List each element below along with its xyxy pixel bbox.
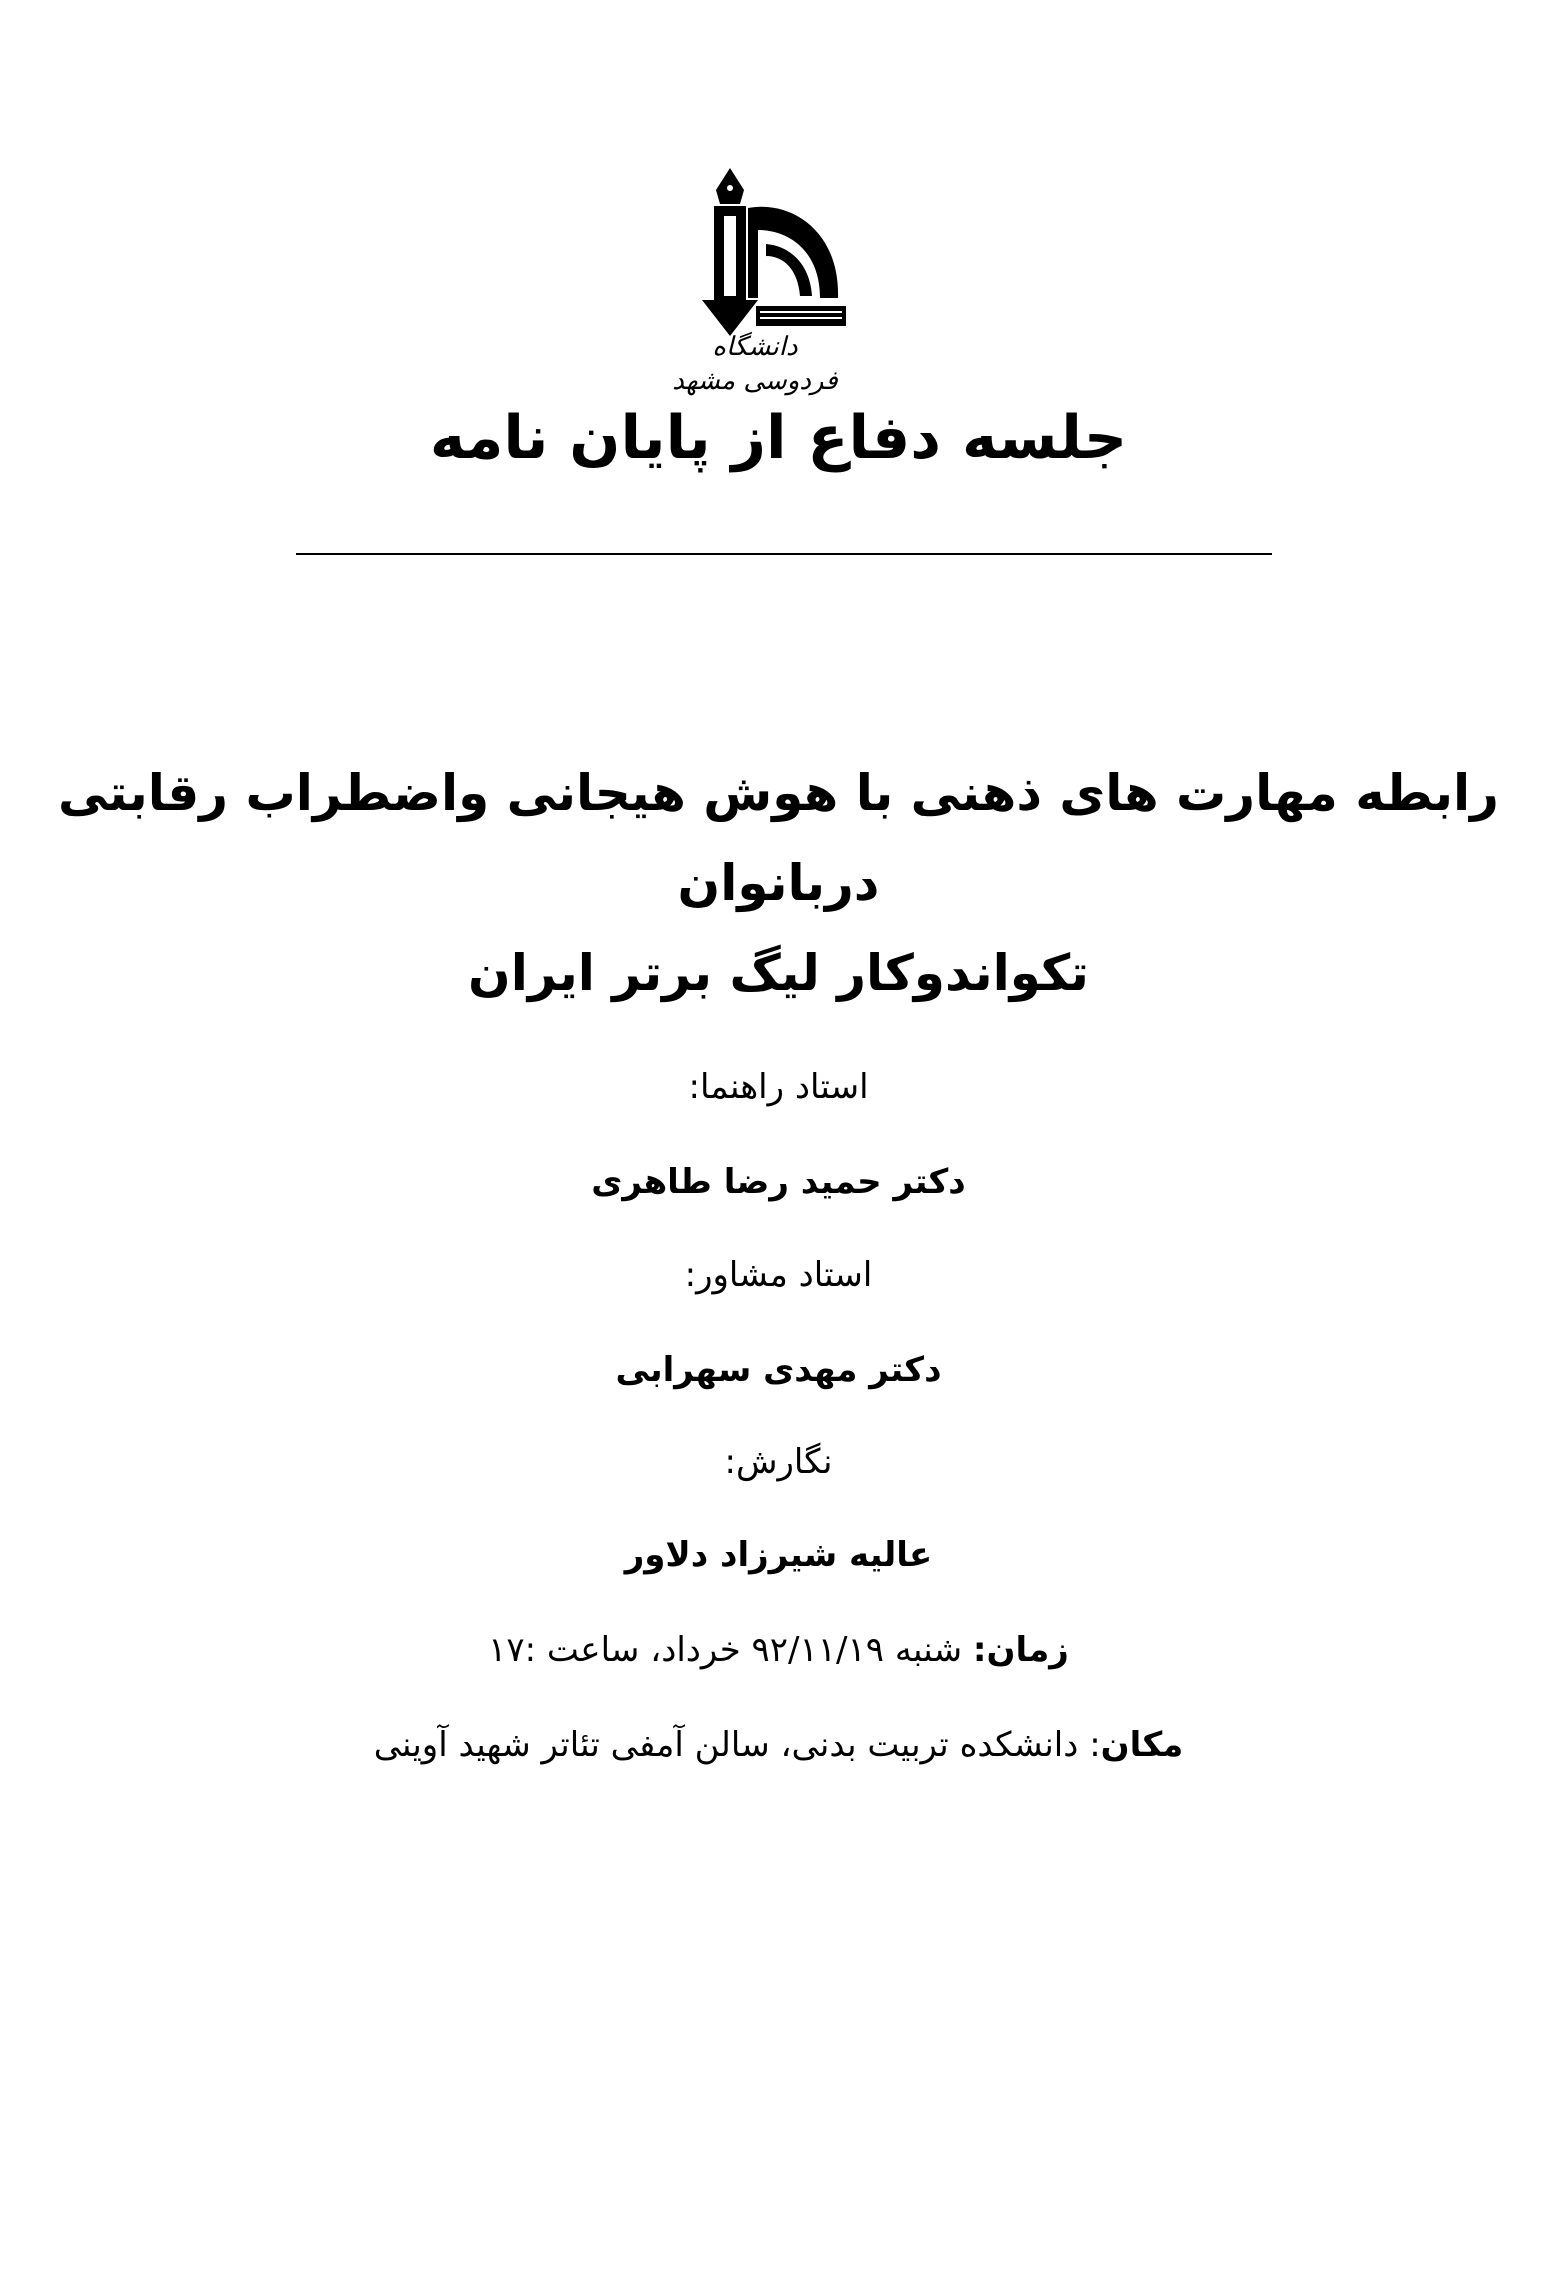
supervisor-label: استاد راهنما:: [688, 1067, 869, 1107]
time-value: شنبه ۹۲/۱۱/۱۹ خرداد، ساعت :۱۷: [488, 1630, 963, 1670]
author-label: نگارش:: [724, 1442, 833, 1482]
book-icon: [756, 306, 846, 326]
place-label: مکان: [1100, 1725, 1184, 1765]
thesis-title: [0, 748, 1557, 1018]
thesis-title-line-2: تکواندوکار لیگ برتر ایران: [468, 944, 1089, 1002]
advisor-label: استاد مشاور:: [684, 1255, 873, 1295]
document-type-heading: جلسه دفاع از پایان نامه: [429, 403, 1128, 473]
time-label: زمان:: [972, 1630, 1069, 1670]
author-name: عالیه شیرزاد دلاور: [624, 1535, 933, 1575]
horizontal-divider: [296, 553, 1272, 555]
logo-caption: دانشگاه فردوسی مشهد: [672, 332, 838, 396]
supervisor-name: دکتر حمید رضا طاهری: [591, 1162, 966, 1202]
place-value: : دانشکده تربیت بدنی، سالن آمفی تئاتر شهید آوینی: [373, 1725, 1101, 1765]
thesis-title-line-1: رابطه مهارت های ذهنی با هوش هیجانی واضطراب رقابتی دربانوان: [58, 764, 1499, 912]
dome-arch-icon: [748, 207, 838, 298]
session-time: [0, 1625, 1557, 1675]
session-place: [0, 1720, 1557, 1770]
advisor-name: دکتر مهدی سهرابی: [615, 1350, 942, 1390]
